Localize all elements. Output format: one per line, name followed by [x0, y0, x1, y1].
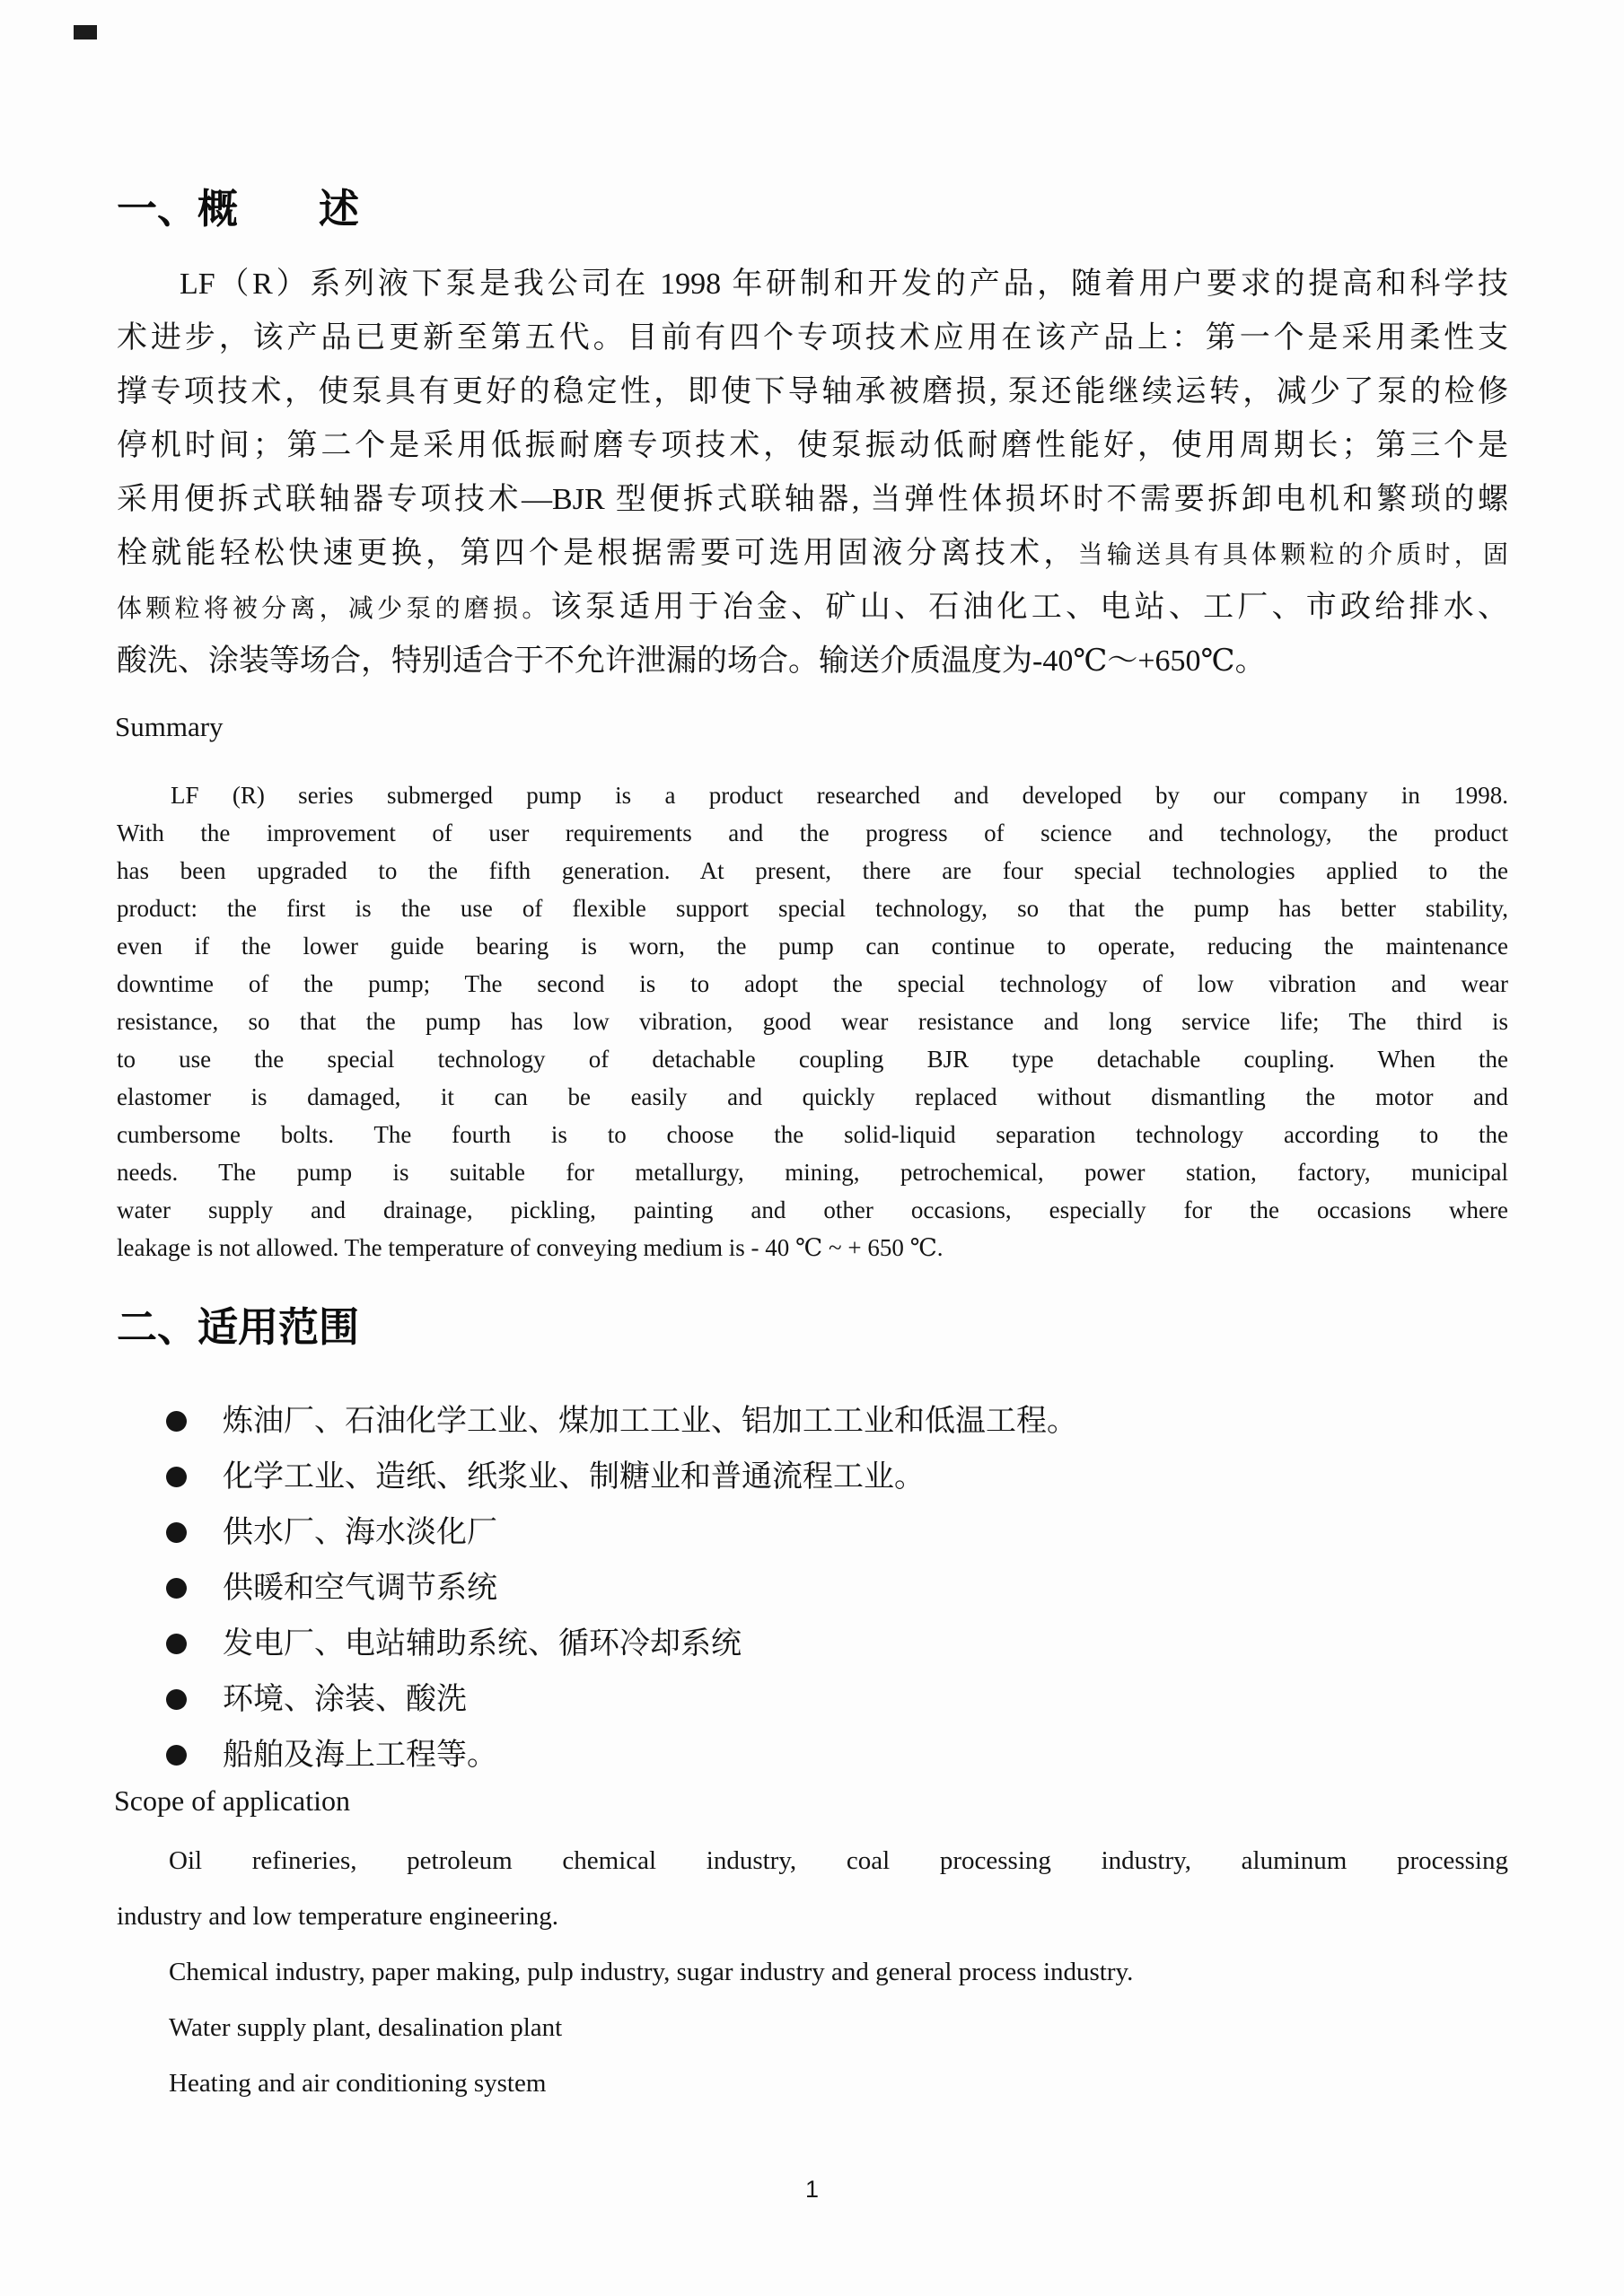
- text-segment: 采用便拆式联轴器专项技术—BJR 型便拆式联轴器, 当弹性体损坏时不需要拆卸电机和繁琐的螺: [117, 483, 1508, 516]
- bullet-dot-icon: [166, 1578, 187, 1599]
- text-segment: 当输送具有具体颗粒的介质时，固: [1077, 541, 1508, 569]
- page-number: 1: [804, 2176, 820, 2203]
- scope-english-paragraphs: [117, 1833, 1508, 2111]
- bullet-label: 炼油厂、石油化学工业、煤加工工业、铝加工工业和低温工程。: [223, 1405, 1077, 1438]
- text-segment: 栓就能轻松快速更换，第四个是根据需要可选用固液分离技术，: [117, 537, 1078, 570]
- overview-en-line: needs. The pump is suitable for metallurgy, mining, petrochemical, power station, factory, municipal: [117, 1159, 1508, 1186]
- overview-en-line: water supply and drainage, pickling, painting and other occasions, especially for the occasions where: [117, 1196, 1508, 1223]
- overview-english-paragraph: [117, 776, 1508, 1266]
- bullet-label: 供暖和空气调节系统: [223, 1572, 497, 1605]
- overview-zh-line: [117, 311, 1508, 365]
- bullet-dot-icon: [166, 1467, 187, 1487]
- overview-en-line: elastomer is damaged, it can be easily and quickly replaced without dismantling the motor and: [117, 1083, 1508, 1110]
- text-segment: 酸洗、涂装等场合，特别适合于不允许泄漏的场合。输送介质温度为-40℃～+650℃。: [117, 644, 1266, 678]
- bullet-label: 环境、涂装、酸洗: [223, 1683, 467, 1716]
- overview-zh-line: [117, 635, 1508, 688]
- overview-en-line: has been upgraded to the fifth generation. At present, there are four special technologies applied to the: [117, 857, 1508, 884]
- bullet-item: [117, 1505, 1508, 1561]
- overview-zh-line: [117, 365, 1508, 419]
- bullet-item: [117, 1728, 1508, 1783]
- text-segment: 该泵适用于冶金、矿山、石油化工、电站、工厂、市政给排水、: [550, 591, 1508, 624]
- overview-en-line: resistance, so that the pump has low vibration, good wear resistance and long service life; The third is: [117, 1008, 1508, 1035]
- overview-en-line: With the improvement of user requirements and the progress of science and technology, the product: [117, 819, 1508, 846]
- application-bullet-list: [117, 1394, 1508, 1783]
- overview-en-line: to use the special technology of detachable coupling BJR type detachable coupling. When the: [117, 1046, 1508, 1073]
- overview-en-line: product: the first is the use of flexible support special technology, so that the pump has better stability,: [117, 895, 1508, 922]
- bullet-dot-icon: [166, 1411, 187, 1432]
- overview-section-heading: 一、概 述: [117, 187, 360, 232]
- overview-zh-line: [117, 581, 1508, 635]
- text-segment: 术进步，该产品已更新至第五代。目前有四个专项技术应用在该产品上：第一个是采用柔性支: [117, 321, 1508, 355]
- overview-en-line: downtime of the pump; The second is to adopt the special technology of low vibration and wear: [117, 970, 1508, 997]
- scope-paragraph-line: Heating and air conditioning system: [169, 2069, 547, 2098]
- bullet-item: [117, 1450, 1508, 1505]
- bullet-dot-icon: [166, 1745, 187, 1766]
- overview-zh-line: [117, 258, 1508, 311]
- overview-zh-line: [117, 419, 1508, 473]
- summary-label: Summary: [115, 711, 224, 742]
- scope-of-application-label: Scope of application: [114, 1784, 351, 1817]
- bullet-item: [117, 1394, 1508, 1450]
- text-segment: 体颗粒将被分离，减少泵的磨损。: [117, 595, 551, 623]
- text-segment: LF（R）系列液下泵是我公司在 1998 年研制和开发的产品，随着用户要求的提高和科学技: [180, 267, 1508, 301]
- text-segment: 撑专项技术，使泵具有更好的稳定性，即使下导轴承被磨损, 泵还能继续运转，减少了泵的检修: [117, 375, 1508, 408]
- scope-section-heading: 二、适用范围: [117, 1305, 360, 1350]
- overview-en-line: leakage is not allowed. The temperature of conveying medium is - 40 ℃ ~ + 650 ℃.: [117, 1234, 944, 1261]
- scope-paragraph-line: Water supply plant, desalination plant: [169, 2013, 563, 2042]
- bullet-label: 发电厂、电站辅助系统、循环冷却系统: [223, 1627, 742, 1661]
- bullet-dot-icon: [166, 1522, 187, 1543]
- bullet-item: [117, 1672, 1508, 1728]
- scope-paragraph-line: Chemical industry, paper making, pulp industry, sugar industry and general process industry.: [169, 1958, 1134, 1986]
- bullet-item: [117, 1617, 1508, 1672]
- overview-zh-line: [117, 473, 1508, 527]
- overview-zh-line: [117, 527, 1508, 581]
- bullet-label: 船舶及海上工程等。: [223, 1739, 497, 1772]
- bullet-label: 化学工业、造纸、纸浆业、制糖业和普通流程工业。: [223, 1460, 925, 1494]
- bullet-dot-icon: [166, 1689, 187, 1710]
- scan-artifact-mark: [74, 25, 97, 39]
- overview-en-line: cumbersome bolts. The fourth is to choose the solid-liquid separation technology according to the: [117, 1121, 1508, 1148]
- overview-en-line: LF (R) series submerged pump is a product researched and developed by our company in 1998.: [171, 782, 1508, 809]
- bullet-dot-icon: [166, 1634, 187, 1654]
- scope-paragraph-line: industry and low temperature engineering.: [117, 1902, 559, 1931]
- scope-paragraph-line: Oil refineries, petroleum chemical industry, coal processing industry, aluminum processing: [169, 1846, 1508, 1875]
- bullet-label: 供水厂、海水淡化厂: [223, 1516, 497, 1549]
- text-segment: 停机时间；第二个是采用低振耐磨专项技术，使泵振动低耐磨性能好，使用周期长；第三个是: [117, 429, 1508, 462]
- overview-chinese-paragraph: [117, 258, 1508, 688]
- overview-en-line: even if the lower guide bearing is worn, the pump can continue to operate, reducing the maintenance: [117, 933, 1508, 960]
- bullet-item: [117, 1561, 1508, 1617]
